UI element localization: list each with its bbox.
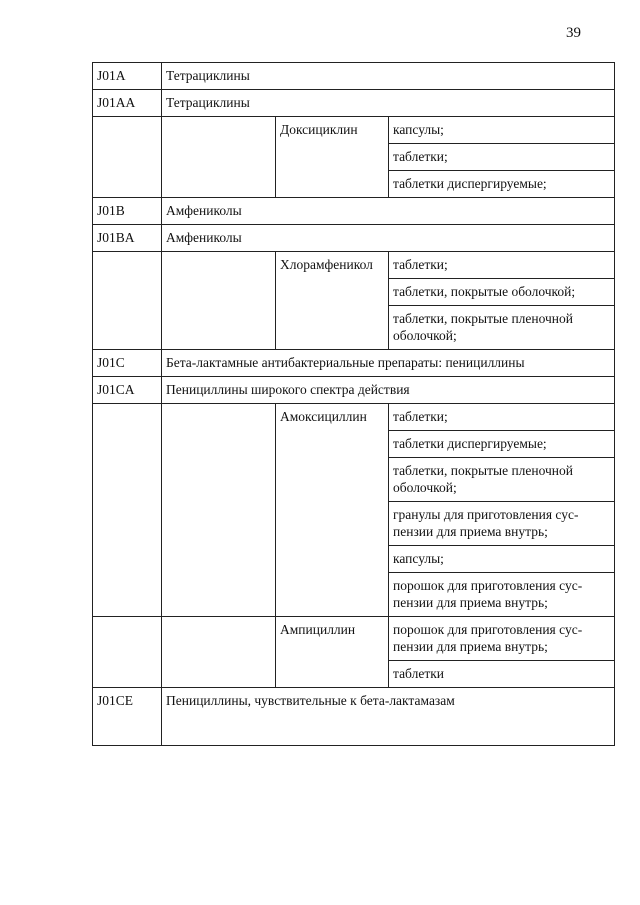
table-row-group <box>93 350 615 377</box>
dosage-form-cell: таблетки, покрытые оболочкой; <box>389 279 615 306</box>
table-row-form <box>93 252 615 279</box>
atc-group-name-cell: Амфениколы <box>162 198 615 225</box>
dosage-form-cell: таблетки; <box>389 252 615 279</box>
dosage-form-cell: таблетки, покрытые пленочной оболочкой; <box>389 306 615 350</box>
table-row-group <box>93 377 615 404</box>
empty-group-cell <box>162 617 276 688</box>
drug-name-cell: Ампициллин <box>276 617 389 688</box>
dosage-form-cell: капсулы; <box>389 546 615 573</box>
atc-group-name-cell: Пенициллины, чувствительные к бета-лактамазам <box>162 688 615 746</box>
table-row-group <box>93 63 615 90</box>
empty-code-cell <box>93 252 162 350</box>
dosage-form-cell: порошок для приготовления сус-пензии для приема внутрь; <box>389 573 615 617</box>
dosage-form-cell: таблетки; <box>389 144 615 171</box>
empty-code-cell <box>93 117 162 198</box>
dosage-form-cell: таблетки, покрытые пленочной оболочкой; <box>389 458 615 502</box>
table-row-group <box>93 198 615 225</box>
atc-code-cell: J01B <box>93 198 162 225</box>
drug-name-cell: Амоксициллин <box>276 404 389 617</box>
dosage-form-cell: таблетки диспергируемые; <box>389 171 615 198</box>
drug-name-cell: Доксициклин <box>276 117 389 198</box>
table-row-group <box>93 90 615 117</box>
empty-group-cell <box>162 252 276 350</box>
dosage-form-cell: таблетки; <box>389 404 615 431</box>
table-row-form <box>93 617 615 661</box>
table-row-group <box>93 225 615 252</box>
atc-group-name-cell: Тетрациклины <box>162 90 615 117</box>
atc-code-cell: J01CE <box>93 688 162 746</box>
atc-group-name-cell: Амфениколы <box>162 225 615 252</box>
atc-code-cell: J01BA <box>93 225 162 252</box>
dosage-form-cell: таблетки <box>389 661 615 688</box>
empty-code-cell <box>93 404 162 617</box>
dosage-form-cell: капсулы; <box>389 117 615 144</box>
table-row-form <box>93 117 615 144</box>
dosage-form-cell: порошок для приготовления сус-пензии для приема внутрь; <box>389 617 615 661</box>
drug-classification-table <box>92 62 615 746</box>
atc-group-name-cell: Бета-лактамные антибактериальные препараты: пенициллины <box>162 350 615 377</box>
table-row-group <box>93 688 615 746</box>
empty-group-cell <box>162 404 276 617</box>
atc-code-cell: J01AA <box>93 90 162 117</box>
dosage-form-cell: таблетки диспергируемые; <box>389 431 615 458</box>
empty-code-cell <box>93 617 162 688</box>
atc-group-name-cell: Пенициллины широкого спектра действия <box>162 377 615 404</box>
atc-group-name-cell: Тетрациклины <box>162 63 615 90</box>
dosage-form-cell: гранулы для приготовления сус-пензии для приема внутрь; <box>389 502 615 546</box>
table-row-form <box>93 404 615 431</box>
atc-code-cell: J01C <box>93 350 162 377</box>
page-number: 39 <box>566 25 581 41</box>
drug-name-cell: Хлорамфеникол <box>276 252 389 350</box>
atc-code-cell: J01CA <box>93 377 162 404</box>
empty-group-cell <box>162 117 276 198</box>
atc-code-cell: J01A <box>93 63 162 90</box>
